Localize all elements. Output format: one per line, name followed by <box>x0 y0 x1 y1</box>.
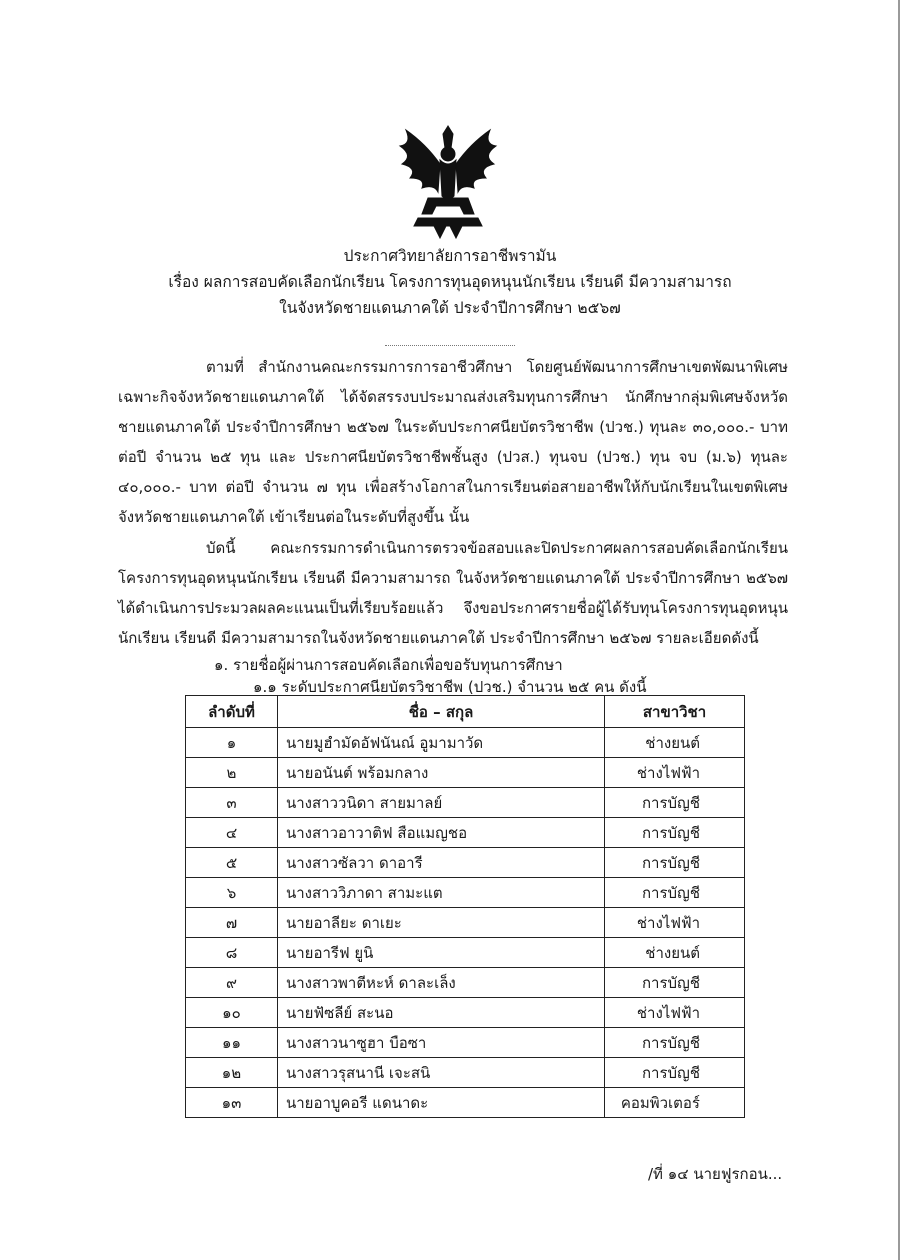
row-name: นายอาลียะ ดาเยะ <box>278 908 605 938</box>
row-major: การบัญชี <box>605 848 745 878</box>
row-number: ๙ <box>186 968 278 998</box>
row-name: นายอารีฟ ยูนิ <box>278 938 605 968</box>
paragraph-announcement: บัดนี้ คณะกรรมการดำเนินการตรวจข้อสอบและปิดประกาศผลการสอบคัดเลือกนักเรียน โครงการทุนอุดหนุนนักเรียน เรียนดี มีความสามารถ ในจังหวัดชายแดนภาคใต้ ประจำปีการศึกษา ๒๕๖๗ ได้ดำเนินการประมวลผลคะแนนเป็นที่เรียบร้อยแล้ว จึงขอประกาศรายชื่อผู้ได้รับทุนโครงการทุนอุดหนุนนักเรียน เรียนดี มีความสามารถในจังหวัดชายแดนภาคใต้ ประจำปีการศึกษา ๒๕๖๗ รายละเอียดดังนี้ <box>118 539 788 647</box>
column-header-major: สาขาวิชา <box>605 696 745 728</box>
row-major: คอมพิวเตอร์ <box>605 1088 745 1118</box>
table-row <box>186 848 745 878</box>
row-number: ๒ <box>186 758 278 788</box>
header-separator <box>385 345 515 346</box>
row-major: ช่างยนต์ <box>605 728 745 758</box>
row-major: ช่างยนต์ <box>605 938 745 968</box>
row-number: ๑๓ <box>186 1088 278 1118</box>
row-major: การบัญชี <box>605 1058 745 1088</box>
continuation-note: /ที่ ๑๔ นายฟูรกอน... <box>648 1165 783 1183</box>
row-major: การบัญชี <box>605 818 745 848</box>
row-name: นางสาวพาตีหะห์ ดาละเล็ง <box>278 968 605 998</box>
row-major: ช่างไฟฟ้า <box>605 758 745 788</box>
table-row <box>186 728 745 758</box>
paragraph-background: ตามที่ สำนักงานคณะกรรมการการอาชีวศึกษา โดยศูนย์พัฒนาการศึกษาเขตพัฒนาพิเศษเฉพาะกิจจังหวัดชายแดนภาคใต้ ได้จัดสรรงบประมาณส่งเสริมทุนการศึกษา นักศึกษากลุ่มพิเศษจังหวัดชายแดนภาคใต้ ประจำปีการศึกษา ๒๕๖๗ ในระดับประกาศนียบัตรวิชาชีพ (ปวช.) ทุนละ ๓๐,๐๐๐.- บาท ต่อปี จำนวน ๒๕ ทุน และ ประกาศนียบัตรวิชาชีพชั้นสูง (ปวส.) ทุนจบ (ปวช.) ทุน จบ (ม.๖) ทุนละ ๔๐,๐๐๐.- บาท ต่อปี จำนวน ๗ ทุน เพื่อสร้างโอกาสในการเรียนต่อสายอาชีพให้กับนักเรียนในเขตพิเศษจังหวัดชายแดนภาคใต้ เข้าเรียนต่อในระดับที่สูงขึ้น นั้น <box>118 358 788 526</box>
row-number: ๑๒ <box>186 1058 278 1088</box>
table-row <box>186 1028 745 1058</box>
column-header-name: ชื่อ – สกุล <box>278 696 605 728</box>
section-heading: ๑. รายชื่อผู้ผ่านการสอบคัดเลือกเพื่อขอรับทุนการศึกษา <box>214 656 563 674</box>
header-subject: เรื่อง ผลการสอบคัดเลือกนักเรียน โครงการทุนอุดหนุนนักเรียน เรียนดี มีความสามารถ <box>168 273 732 291</box>
row-number: ๑๐ <box>186 998 278 1028</box>
header-institution: ประกาศวิทยาลัยการอาชีพรามัน <box>343 247 557 265</box>
subsection-heading: ๑.๑ ระดับประกาศนียบัตรวิชาชีพ (ปวช.) จำนวน ๒๕ คน ดังนี้ <box>253 678 647 696</box>
announcement-header <box>0 243 900 321</box>
row-number: ๑ <box>186 728 278 758</box>
row-major: ช่างไฟฟ้า <box>605 908 745 938</box>
table-row <box>186 1058 745 1088</box>
row-number: ๕ <box>186 848 278 878</box>
row-number: ๗ <box>186 908 278 938</box>
table-row <box>186 938 745 968</box>
row-major: ช่างไฟฟ้า <box>605 998 745 1028</box>
table-body <box>186 728 745 1118</box>
table-row <box>186 758 745 788</box>
row-number: ๔ <box>186 818 278 848</box>
row-number: ๖ <box>186 878 278 908</box>
row-name: นางสาวรุสนานี เจะสนิ <box>278 1058 605 1088</box>
row-name: นางสาวนาซูฮา บือซา <box>278 1028 605 1058</box>
table-row <box>186 968 745 998</box>
column-header-number: ลำดับที่ <box>186 696 278 728</box>
row-name: นายฟัซลีย์ สะนอ <box>278 998 605 1028</box>
row-number: ๑๑ <box>186 1028 278 1058</box>
row-major: การบัญชี <box>605 1028 745 1058</box>
row-name: นายอาบูคอรี แดนาดะ <box>278 1088 605 1118</box>
row-name: นางสาวซัลวา ดาอารี <box>278 848 605 878</box>
row-name: นายมูฮำมัดอัฟนันณ์ อูมามาวัด <box>278 728 605 758</box>
table-row <box>186 818 745 848</box>
table-row <box>186 1088 745 1118</box>
header-scope: ในจังหวัดชายแดนภาคใต้ ประจำปีการศึกษา ๒๕๖๗ <box>279 299 621 317</box>
row-major: การบัญชี <box>605 968 745 998</box>
row-major: การบัญชี <box>605 788 745 818</box>
table-row <box>186 908 745 938</box>
row-number: ๓ <box>186 788 278 818</box>
table-row <box>186 998 745 1028</box>
row-number: ๘ <box>186 938 278 968</box>
table-header-row <box>186 696 745 728</box>
row-name: นางสาวอาวาติฟ สือแมญชอ <box>278 818 605 848</box>
garuda-emblem-icon <box>388 118 508 242</box>
scholarship-roster-table <box>185 695 745 1118</box>
table-row <box>186 788 745 818</box>
row-major: การบัญชี <box>605 878 745 908</box>
table-row <box>186 878 745 908</box>
row-name: นายอนันต์ พร้อมกลาง <box>278 758 605 788</box>
row-name: นางสาววิภาดา สามะแต <box>278 878 605 908</box>
row-name: นางสาววนิดา สายมาลย์ <box>278 788 605 818</box>
